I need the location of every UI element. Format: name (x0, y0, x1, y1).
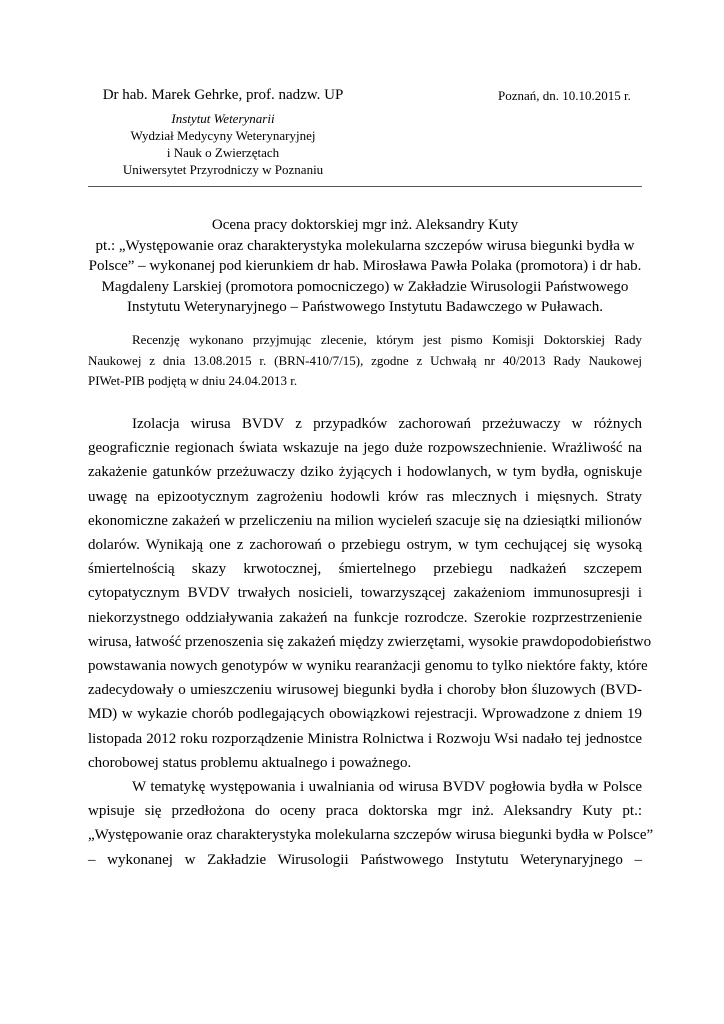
university-name: Uniwersytet Przyrodniczy w Poznaniu (122, 162, 324, 177)
paragraph-1-line: ekonomiczne zakażeń w przeliczeniu na milion wycieleń szacuje się na dziesiątki milionów (88, 512, 642, 529)
author-block (88, 86, 358, 178)
paragraph-1-line: uwagę na epizootycznym zagrożeniu hodowli krów ras mlecznych i mięsnych. Straty (88, 488, 642, 505)
paragraph-2-line: „Występowanie oraz charakterystyka molekularna szczepów wirusa biegunki bydła w Polsce” (88, 827, 654, 844)
paragraph-1-line: cytopatycznym BVDV trwałych nosicieli, towarzyszącej zakażeniom immunosupresji i (88, 585, 642, 602)
paragraph-1-line: niekorzystnego oddziaływania zakażeń na funkcje rozrodcze. Szerokie rozprzestrzenienie (88, 609, 642, 626)
title-line: Magdaleny Larskiej (promotora pomocniczego) w Zakładzie Wirusologii Państwowego (101, 278, 629, 295)
header-divider (88, 186, 642, 187)
review-title (88, 215, 642, 318)
paragraph-1-line: powstawania nowych genotypów w wyniku rearanżacji genomu to tylko niektóre fakty, które (88, 658, 648, 675)
paragraph-1-line: śmiertelnością skazy krwotocznej, śmiertelnego przebiegu nadkażeń szczepem (88, 561, 642, 578)
note-line: Naukowej z dnia 13.08.2015 r. (BRN-410/7/15), zgodne z Uchwałą nr 40/2013 Rady Naukowej (88, 352, 642, 368)
faculty-line-2: i Nauk o Zwierzętach (166, 145, 280, 160)
paragraph-1-line: MD) w wykazie chorób podlegających obowiązkowi rejestracji. Wprowadzone z dniem 19 (88, 706, 642, 723)
review-body (88, 412, 654, 872)
title-line: Polsce” – wykonanej pod kierunkiem dr hab. Mirosława Pawła Polaka (promotora) i dr hab. (88, 258, 642, 274)
place-date: Poznań, dn. 10.10.2015 r. (498, 88, 631, 103)
institute-name: Instytut Weterynarii (171, 111, 275, 126)
title-line: pt.: „Występowanie oraz charakterystyka molekularna szczepów wirusa biegunki bydła w (95, 237, 635, 254)
paragraph-2-line: wpisuje się przedłożona do oceny praca doktorska mgr inż. Aleksandry Kuty pt.: (88, 803, 642, 820)
paragraph-1-line: chorobowej status problemu aktualnego i poważnego. (88, 754, 412, 771)
paragraph-1-line: listopada 2012 roku rozporządzenie Ministra Rolnictwa i Rozwoju Wsi nadało tej jednostce (88, 730, 642, 747)
paragraph-1-line: dolarów. Wynikają one z zachorowań o przebiegu ostrym, w tym cechującej się wysoką (88, 537, 642, 554)
paragraph-1-line: Izolacja wirusa BVDV z przypadków zachorowań przeżuwaczy w różnych (132, 416, 642, 432)
paragraph-1-line: zakażenie gatunków przeżuwaczy dziko żyjących i hodowlanych, w tym bydła, ogniskuje (88, 464, 642, 481)
paragraph-1-line: zadecydowały o umieszczeniu wirusowej biegunki bydła i choroby błon śluzowych (BVD- (88, 682, 642, 699)
note-line: Recenzję wykonano przyjmując zlecenie, którym jest pismo Komisji Doktorskiej Rady (132, 332, 642, 347)
author-name: Dr hab. Marek Gehrke, prof. nadzw. UP (102, 87, 344, 103)
title-line: Ocena pracy doktorskiej mgr inż. Aleksandry Kuty (211, 217, 519, 233)
review-commission-note (88, 330, 642, 392)
title-line: Instytutu Weterynaryjnego – Państwowego Instytutu Badawczego w Puławach. (127, 299, 603, 315)
note-line: PIWet-PIB podjętą w dniu 24.04.2013 r. (88, 373, 298, 388)
paragraph-1-line: wirusa, łatwość przenoszenia się zakażeń między zwierzętami, wysokie prawdopodobieństwo (88, 633, 652, 650)
faculty-line-1: Wydział Medycyny Weterynaryjnej (130, 128, 316, 143)
paragraph-2-line: – wykonanej w Zakładzie Wirusologii Państwowego Instytutu Weterynaryjnego – (88, 851, 642, 868)
paragraph-1-line: geograficznie regionach świata wskazuje na jego duże rozpowszechnienie. Wrażliwość na (88, 440, 642, 457)
paragraph-2-line: W tematykę występowania i uwalniania od wirusa BVDV pogłowia bydła w Polsce (132, 779, 642, 796)
